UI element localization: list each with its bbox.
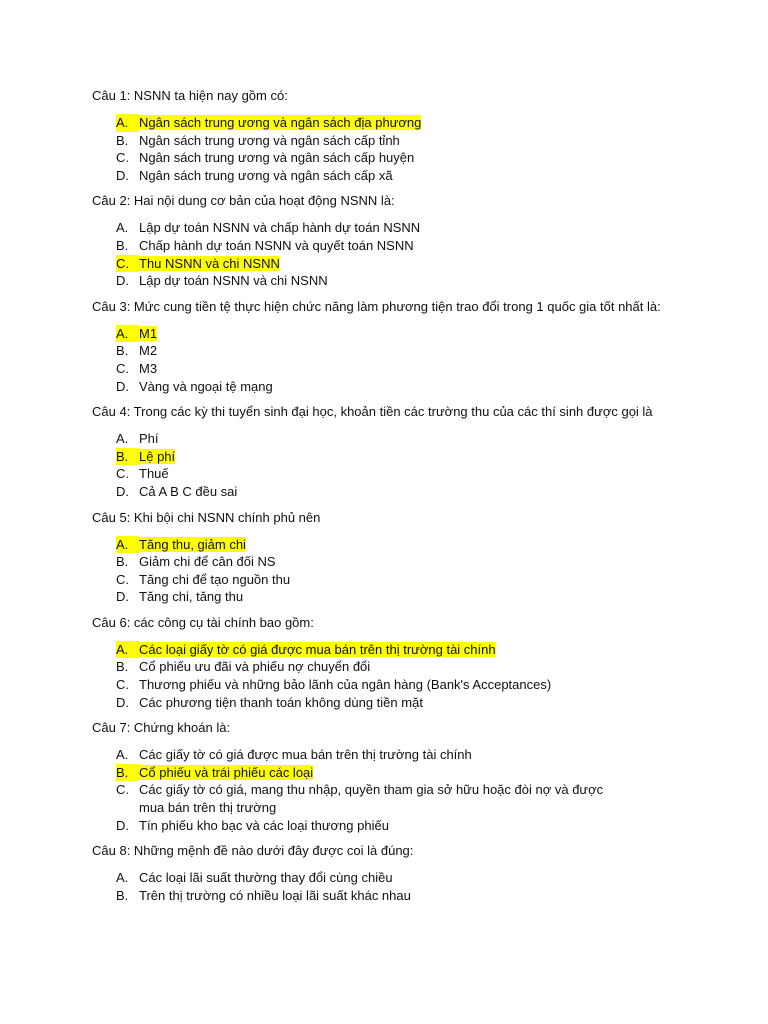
option-letter: D. xyxy=(116,167,129,183)
option-letter: A. xyxy=(116,536,139,554)
option-letter: B. xyxy=(116,132,129,148)
option-letter: A. xyxy=(116,325,139,343)
option-item xyxy=(92,588,692,606)
option-text: Giảm chi để cân đối NS xyxy=(139,554,276,570)
option-letter: B. xyxy=(116,448,139,466)
option-item-highlighted xyxy=(92,641,692,659)
question-text: Câu 1: NSNN ta hiện nay gồm có: xyxy=(92,88,288,103)
option-item xyxy=(92,746,692,764)
option-text-cell xyxy=(139,360,692,378)
option-letter: A. xyxy=(116,220,129,236)
option-letter-cell xyxy=(92,167,139,185)
question-3 xyxy=(92,298,692,395)
option-text-cell xyxy=(139,465,692,483)
option-letter-cell xyxy=(92,676,139,694)
option-letter: A. xyxy=(116,431,129,447)
option-text-cell xyxy=(139,430,692,448)
option-text: Vàng và ngoại tệ mạng xyxy=(139,378,273,394)
option-item xyxy=(92,869,692,887)
option-letter: B. xyxy=(116,887,129,903)
question-text: Câu 3: Mức cung tiền tệ thực hiện chức năng làm phương tiện trao đổi trong 1 quốc gia tốt nhất là: xyxy=(92,298,661,314)
option-item-highlighted xyxy=(92,448,692,466)
option-list xyxy=(92,114,692,184)
option-text: Ngân sách trung ương và ngân sách cấp tỉnh xyxy=(139,132,400,148)
option-text: Tăng chi để tạo nguồn thu xyxy=(139,571,291,587)
question-text: Câu 8: Những mệnh đề nào dưới đây được coi là đúng: xyxy=(92,843,414,859)
option-letter: A. xyxy=(116,114,139,132)
option-list xyxy=(92,641,692,711)
option-text-cell xyxy=(139,641,692,659)
option-letter: A. xyxy=(116,641,139,659)
option-letter-cell xyxy=(92,272,139,290)
option-item xyxy=(92,553,692,571)
option-letter: D. xyxy=(116,589,129,605)
option-list xyxy=(92,430,692,500)
option-item xyxy=(92,483,692,501)
option-letter-cell xyxy=(92,219,139,237)
question-text: Câu 2: Hai nội dung cơ bản của hoạt động NSNN là: xyxy=(92,193,395,209)
option-letter: C. xyxy=(116,571,129,587)
option-letter-cell xyxy=(92,448,139,466)
question-4 xyxy=(92,403,692,500)
option-letter-cell xyxy=(92,360,139,378)
option-letter: C. xyxy=(116,782,129,798)
option-text: Phí xyxy=(139,431,159,447)
option-text-cell xyxy=(139,378,692,396)
option-text: Tăng thu, giảm chi xyxy=(139,536,246,552)
question-2 xyxy=(92,192,692,289)
option-text: Tín phiếu kho bạc và các loại thương phiếu xyxy=(139,817,389,833)
option-letter-cell xyxy=(92,746,139,764)
option-text-cell xyxy=(139,483,692,501)
question-1 xyxy=(92,87,692,184)
option-text-cell xyxy=(139,342,692,360)
question-7 xyxy=(92,719,692,834)
option-text: Ngân sách trung ương và ngân sách địa phương xyxy=(139,115,422,130)
option-text-cell xyxy=(139,817,692,835)
option-letter: C. xyxy=(116,360,129,376)
option-text-cell xyxy=(139,694,692,712)
option-text-cell xyxy=(139,571,692,589)
option-letter: A. xyxy=(116,870,129,886)
question-text: Câu 5: Khi bội chi NSNN chính phủ nên xyxy=(92,509,321,525)
option-item xyxy=(92,676,692,694)
option-letter-cell xyxy=(92,255,139,273)
option-text-cell xyxy=(139,676,692,694)
option-text: Lập dự toán NSNN và chi NSNN xyxy=(139,273,328,289)
option-letter-cell xyxy=(92,641,139,659)
option-text-cell xyxy=(139,658,692,676)
option-letter-cell xyxy=(92,887,139,905)
question-5 xyxy=(92,509,692,606)
option-text: Ngân sách trung ương và ngân sách cấp huyện xyxy=(139,150,415,166)
option-item xyxy=(92,571,692,589)
option-item xyxy=(92,817,692,835)
option-letter-cell xyxy=(92,553,139,571)
option-text-cell xyxy=(139,167,692,185)
option-text: Các loại giấy tờ có giá được mua bán trên thị trường tài chính xyxy=(139,641,496,657)
option-list xyxy=(92,869,692,904)
option-text: Tăng chi, tăng thu xyxy=(139,589,244,605)
option-text-cell xyxy=(139,448,692,466)
option-text: Ngân sách trung ương và ngân sách cấp xã xyxy=(139,167,393,183)
option-letter: D. xyxy=(116,694,129,710)
option-text: M2 xyxy=(139,343,158,359)
option-text-cell xyxy=(139,114,692,132)
option-item xyxy=(92,219,692,237)
option-letter-cell xyxy=(92,869,139,887)
option-letter: B. xyxy=(116,764,139,782)
option-letter: D. xyxy=(116,273,129,289)
option-letter-cell xyxy=(92,658,139,676)
option-letter-cell xyxy=(92,325,139,343)
option-item xyxy=(92,430,692,448)
option-letter-cell xyxy=(92,781,139,816)
option-item-highlighted xyxy=(92,114,692,132)
option-text-cell xyxy=(139,588,692,606)
option-letter: A. xyxy=(116,747,129,763)
question-text: Câu 6: các công cụ tài chính bao gồm: xyxy=(92,614,314,630)
option-text-cell xyxy=(139,536,692,554)
option-item xyxy=(92,887,692,905)
option-text-cell xyxy=(139,325,692,343)
option-letter: D. xyxy=(116,817,129,833)
option-text: Trên thị trường có nhiều loại lãi suất khác nhau xyxy=(139,887,411,903)
option-text: Các giấy tờ có giá được mua bán trên thị trường tài chính xyxy=(139,747,472,763)
option-text-cell xyxy=(139,887,692,905)
option-text-cell xyxy=(139,149,692,167)
option-list xyxy=(92,219,692,289)
option-letter: B. xyxy=(116,343,129,359)
option-letter: B. xyxy=(116,554,129,570)
option-letter-cell xyxy=(92,465,139,483)
option-letter-cell xyxy=(92,237,139,255)
option-item xyxy=(92,149,692,167)
option-letter: C. xyxy=(116,150,129,166)
question-6 xyxy=(92,614,692,711)
option-text: M1 xyxy=(139,325,158,341)
option-text: M3 xyxy=(139,360,158,376)
option-letter-cell xyxy=(92,588,139,606)
option-item xyxy=(92,465,692,483)
option-text-cell xyxy=(139,237,692,255)
option-text-cell xyxy=(139,272,692,290)
option-text: Thương phiếu và những bảo lãnh của ngân hàng (Bank's Acceptances) xyxy=(139,677,552,693)
option-letter-cell xyxy=(92,132,139,150)
option-text-cell xyxy=(139,781,692,816)
option-item-highlighted xyxy=(92,255,692,273)
option-item xyxy=(92,272,692,290)
option-text-cell xyxy=(139,219,692,237)
option-item xyxy=(92,360,692,378)
option-letter-cell xyxy=(92,483,139,501)
option-text: Cổ phiếu ưu đãi và phiếu nợ chuyển đổi xyxy=(139,659,371,675)
option-text: Các giấy tờ có giá, mang thu nhập, quyền tham gia sở hữu hoặc đòi nợ và được mua bán trên thị trường xyxy=(139,782,604,816)
option-text: Cổ phiếu và trái phiếu các loại xyxy=(139,764,314,780)
option-letter-cell xyxy=(92,536,139,554)
option-item xyxy=(92,694,692,712)
question-text: Câu 4: Trong các kỳ thi tuyển sinh đại học, khoản tiền các trường thu của các thí sinh được gọi là xyxy=(92,404,653,420)
option-text-cell xyxy=(139,553,692,571)
option-item xyxy=(92,167,692,185)
option-list xyxy=(92,536,692,606)
option-item-highlighted xyxy=(92,325,692,343)
option-letter-cell xyxy=(92,149,139,167)
option-letter-cell xyxy=(92,571,139,589)
option-text: Thuế xyxy=(139,466,169,482)
option-item xyxy=(92,378,692,396)
option-letter: C. xyxy=(116,466,129,482)
option-text: Chấp hành dự toán NSNN và quyết toán NSNN xyxy=(139,237,414,253)
option-item xyxy=(92,342,692,360)
option-text-cell xyxy=(139,764,692,782)
option-letter: D. xyxy=(116,378,129,394)
option-item-highlighted xyxy=(92,764,692,782)
option-text: Các phương tiện thanh toán không dùng tiền mặt xyxy=(139,694,423,710)
question-8 xyxy=(92,842,692,904)
option-letter-cell xyxy=(92,694,139,712)
option-list xyxy=(92,746,692,834)
option-letter-cell xyxy=(92,342,139,360)
option-text-cell xyxy=(139,746,692,764)
option-item xyxy=(92,658,692,676)
question-text: Câu 7: Chứng khoán là: xyxy=(92,720,231,736)
option-item-highlighted xyxy=(92,536,692,554)
option-item xyxy=(92,237,692,255)
option-text: Các loại lãi suất thường thay đổi cùng chiều xyxy=(139,870,393,886)
option-letter-cell xyxy=(92,378,139,396)
option-letter-cell xyxy=(92,764,139,782)
option-text: Cả A B C đều sai xyxy=(139,483,238,499)
option-letter-cell xyxy=(92,817,139,835)
option-text-cell xyxy=(139,255,692,273)
option-item xyxy=(92,781,692,816)
option-list xyxy=(92,325,692,395)
option-letter-cell xyxy=(92,114,139,132)
option-text: Lệ phí xyxy=(139,448,176,464)
option-text: Thu NSNN và chi NSNN xyxy=(139,255,280,271)
option-item xyxy=(92,132,692,150)
option-text: Lập dự toán NSNN và chấp hành dự toán NSNN xyxy=(139,220,421,236)
question-list xyxy=(92,87,692,912)
option-letter: B. xyxy=(116,237,129,253)
option-letter-cell xyxy=(92,430,139,448)
option-letter: D. xyxy=(116,483,129,499)
option-text-cell xyxy=(139,132,692,150)
option-letter: C. xyxy=(116,677,129,693)
option-letter: B. xyxy=(116,659,129,675)
option-text-cell xyxy=(139,869,692,887)
option-letter: C. xyxy=(116,255,139,273)
